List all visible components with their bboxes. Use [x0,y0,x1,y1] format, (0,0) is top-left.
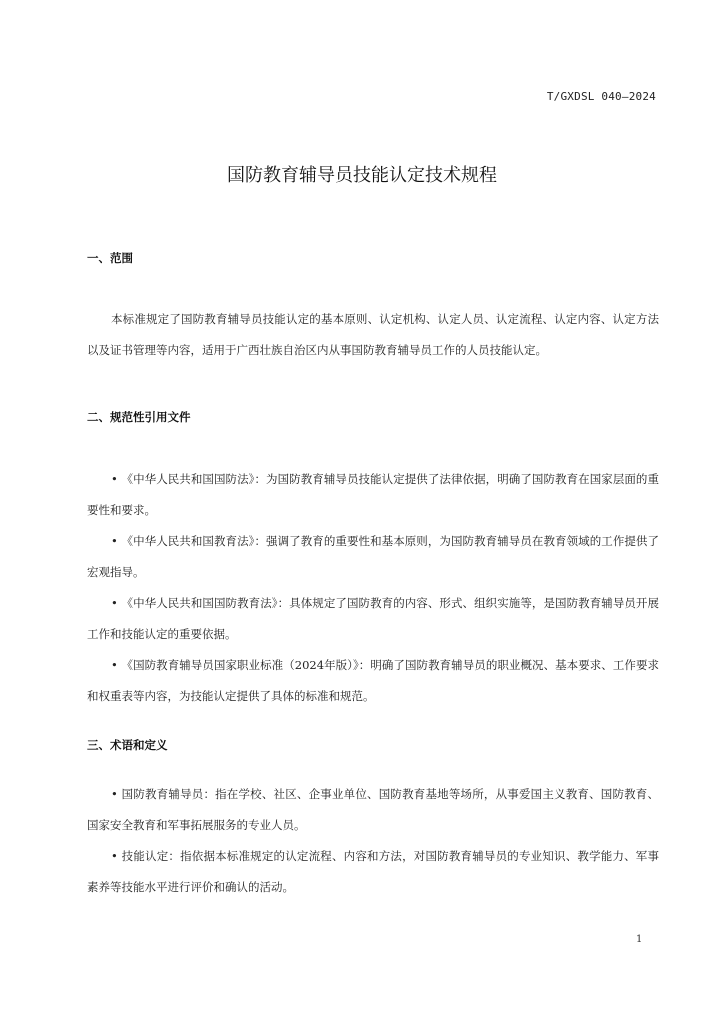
list-item [87,464,659,526]
section-heading-scope: 一、范围 [87,251,133,265]
definition-list [87,779,659,903]
bullet-icon: • [111,534,118,548]
list-item-text: 国防教育辅导员：指在学校、社区、企事业单位、国防教育基地等场所，从事爱国主义教育、国防教育、国家安全教育和军事拓展服务的专业人员。 [87,787,659,832]
list-item-text: 《中华人民共和国国防教育法》：具体规定了国防教育的内容、形式、组织实施等，是国防教育辅导员开展工作和技能认定的重要依据。 [87,596,659,641]
list-item [87,650,659,712]
list-item [87,841,659,903]
list-item-text: 《中华人民共和国国防法》：为国防教育辅导员技能认定提供了法律依据，明确了国防教育在国家层面的重要性和要求。 [87,472,659,517]
list-item-text: 《中华人民共和国教育法》：强调了教育的重要性和基本原则，为国防教育辅导员在教育领域的工作提供了宏观指导。 [87,534,659,579]
section-heading-terms: 三、术语和定义 [87,738,168,752]
bullet-icon: • [111,472,118,486]
reference-list [87,464,659,712]
list-item-text: 《国防教育辅导员国家职业标准（2024年版）》：明确了国防教育辅导员的职业概况、基本要求、工作要求和权重表等内容，为技能认定提供了具体的标准和规范。 [87,658,660,703]
bullet-icon: • [111,787,118,801]
scope-paragraph: 本标准规定了国防教育辅导员技能认定的基本原则、认定机构、认定人员、认定流程、认定内容、认定方法以及证书管理等内容，适用于广西壮族自治区内从事国防教育辅导员工作的人员技能认定。 [87,312,659,357]
document-title: 国防教育辅导员技能认定技术规程 [227,165,497,186]
bullet-icon: • [111,658,118,672]
list-item [87,588,659,650]
list-item [87,526,659,588]
bullet-icon: • [111,849,118,863]
section-heading-references: 二、规范性引用文件 [87,410,191,424]
page-number: 1 [636,934,643,945]
document-code: T/GXDSL 040—2024 [546,90,656,103]
list-item [87,779,659,841]
bullet-icon: • [111,596,118,610]
list-item-text: 技能认定：指依据本标准规定的认定流程、内容和方法，对国防教育辅导员的专业知识、教学能力、军事素养等技能水平进行评价和确认的活动。 [87,849,659,894]
